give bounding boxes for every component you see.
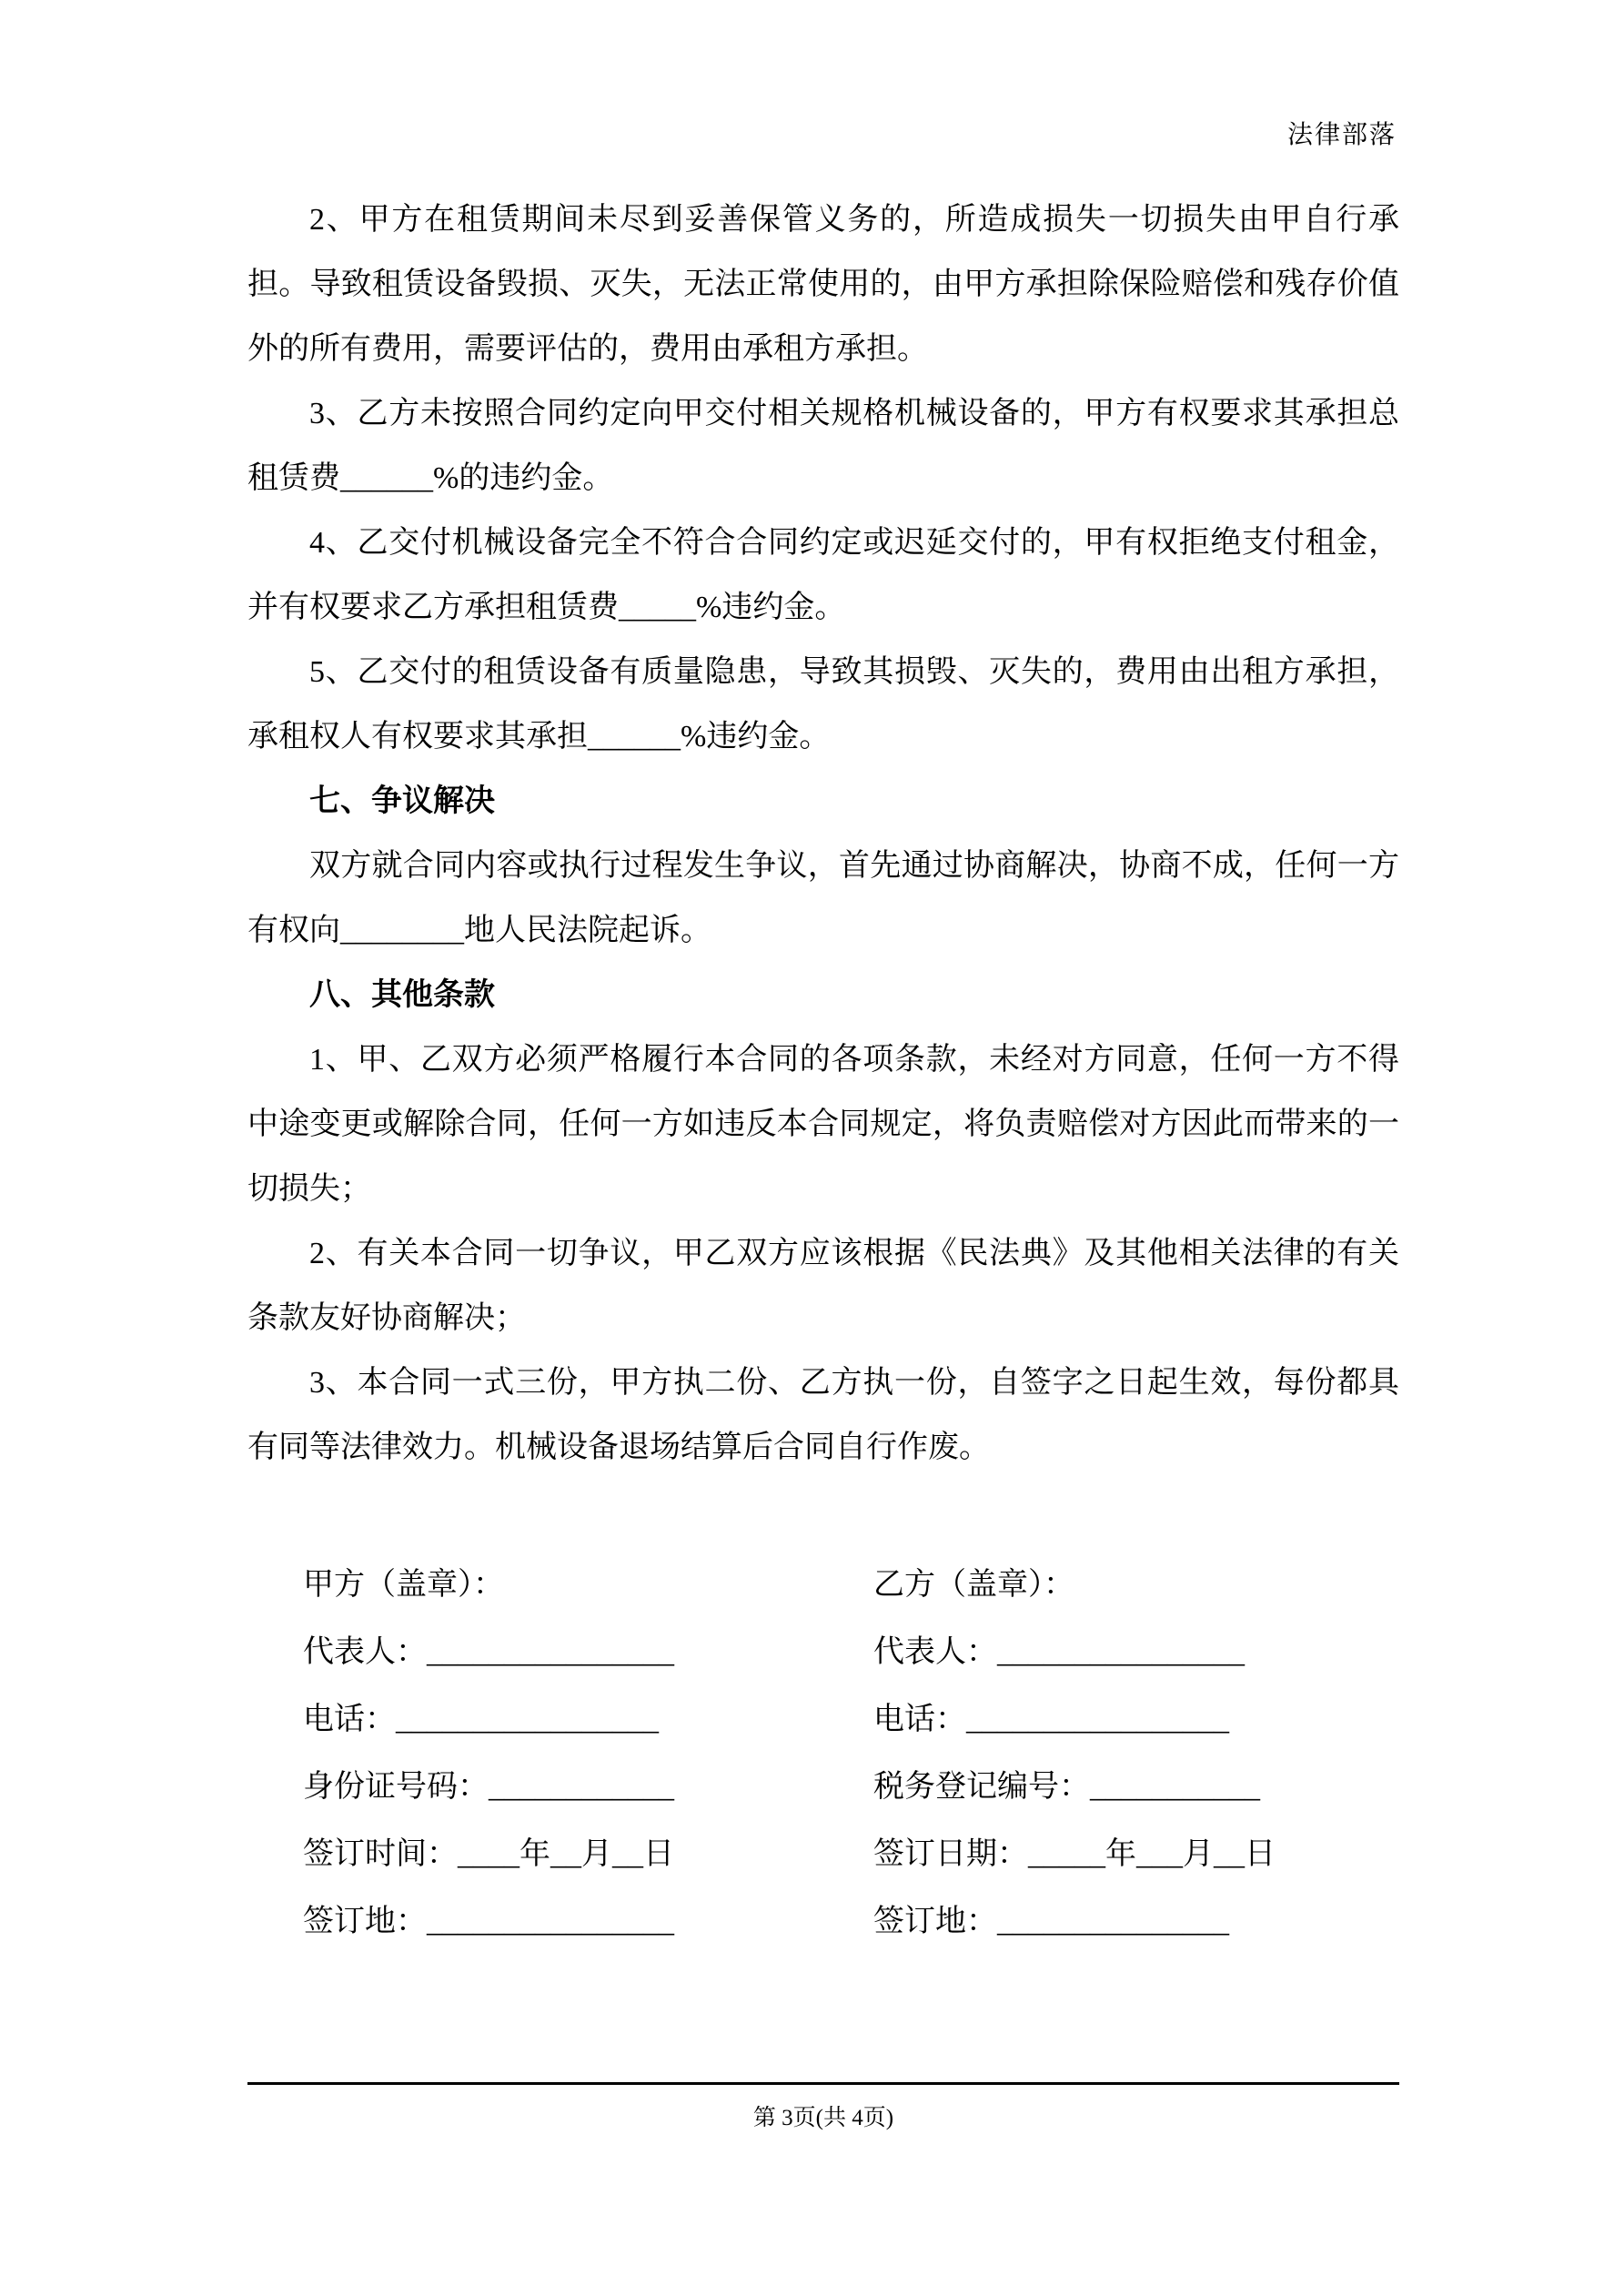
dispute-resolution-paragraph: 双方就合同内容或执行过程发生争议，首先通过协商解决，协商不成，任何一方有权向________地人民法院起诉。 — [247, 849, 1399, 947]
party-a-signature-block — [303, 1552, 873, 1956]
other-terms-2-paragraph: 2、有关本合同一切争议，甲乙双方应该根据《民法典》及其他相关法律的有关条款友好协商解决； — [247, 1237, 1399, 1335]
party-b-signature-block — [873, 1552, 1437, 1956]
other-terms-1-paragraph: 1、甲、乙双方必须严格履行本合同的各项条款，未经对方同意，任何一方不得中途变更或解除合同，任何一方如违反本合同规定，将负责赔偿对方因此而带来的一切损失； — [247, 1043, 1399, 1206]
party-b-seal-label: 乙方（盖章）： — [873, 1568, 1074, 1602]
section-7-heading: 七、争议解决 — [309, 784, 495, 818]
party-b-representative-line: 代表人：________________ — [873, 1635, 1245, 1669]
page-footer — [247, 2082, 1399, 2132]
page-number: 第 3页(共 4页) — [752, 2106, 894, 2130]
section-8-heading: 八、其他条款 — [309, 977, 495, 1012]
party-b-tax-registration-line: 税务登记编号：___________ — [873, 1770, 1260, 1804]
clause-4-paragraph: 4、乙交付机械设备完全不符合合同约定或迟延交付的，甲有权拒绝支付租金，并有权要求乙方承担租赁费_____%违约金。 — [247, 526, 1399, 624]
clause-5-paragraph: 5、乙交付的租赁设备有质量隐患，导致其损毁、灭失的，费用由出租方承担，承租权人有权要求其承担______%违约金。 — [247, 655, 1399, 754]
party-a-phone-line: 电话：_________________ — [303, 1703, 659, 1736]
party-b-phone-line: 电话：_________________ — [873, 1703, 1229, 1736]
contract-body — [247, 187, 1399, 1480]
party-a-seal-label: 甲方（盖章）： — [303, 1568, 504, 1602]
other-terms-3-paragraph: 3、本合同一式三份，甲方执二份、乙方执一份，自签字之日起生效，每份都具有同等法律效力。机械设备退场结算后合同自行作废。 — [247, 1366, 1399, 1464]
clause-2-paragraph: 2、甲方在租赁期间未尽到妥善保管义务的，所造成损失一切损失由甲自行承担。导致租赁设备毁损、灭失，无法正常使用的，由甲方承担除保险赔偿和残存价值外的所有费用，需要评估的，费用由承租方承担。 — [247, 203, 1399, 366]
party-b-signing-date-line: 签订日期：_____年___月__日 — [873, 1837, 1276, 1871]
party-a-representative-line: 代表人：________________ — [303, 1635, 674, 1669]
party-a-id-number-line: 身份证号码：____________ — [303, 1770, 674, 1804]
signature-section — [303, 1552, 1486, 1956]
clause-3-paragraph: 3、乙方未按照合同约定向甲交付相关规格机械设备的，甲方有权要求其承担总租赁费______%的违约金。 — [247, 397, 1399, 495]
brand-watermark: 法律部落 — [1286, 120, 1397, 148]
party-b-signing-place-line: 签订地：_______________ — [873, 1905, 1229, 1938]
party-a-signing-place-line: 签订地：________________ — [303, 1905, 674, 1938]
party-a-signing-date-line: 签订时间：____年__月__日 — [303, 1837, 674, 1871]
